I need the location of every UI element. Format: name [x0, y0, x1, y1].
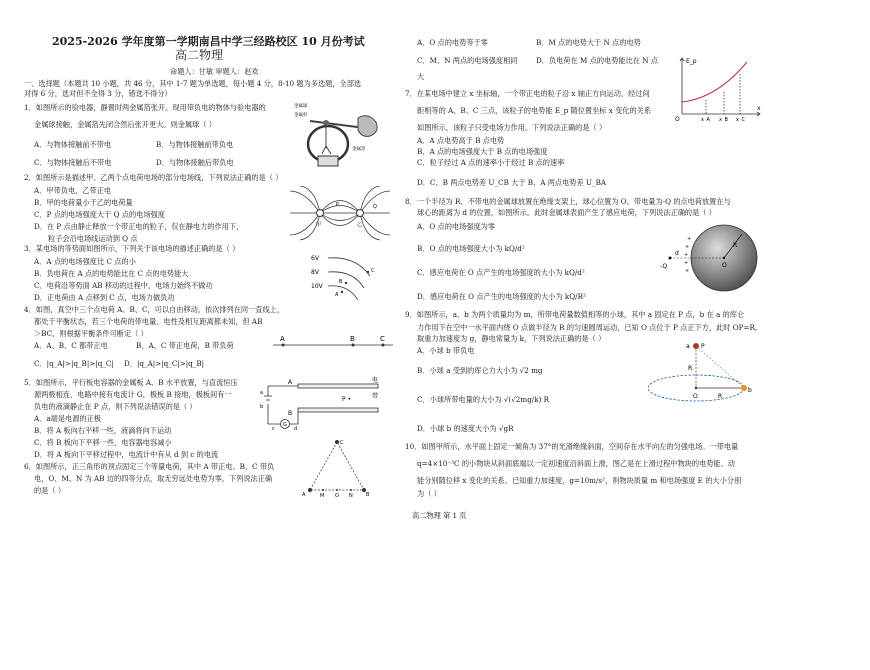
- q9-option-b: B．小球 a 受到的库仑力大小为 √2 mg: [417, 366, 543, 375]
- q5-option-c: C．将 B 板向下平移一些，电容器电容减小: [34, 438, 172, 447]
- label-b: B: [366, 492, 370, 498]
- q1-option-d: D．与物体接触后带负电: [156, 158, 234, 167]
- q7-option-b: B．A 点的电场强度大于 B 点的电场强度: [417, 147, 548, 156]
- label-neg-q: -Q: [660, 263, 668, 270]
- svg-text:+: +: [684, 252, 689, 258]
- q4-stem-2: 都处于平衡状态，若三个电荷的带电量、电性及相互距离都未知，但 AB: [34, 317, 263, 326]
- q4-option-d: D．|q_A|>|q_C|>|q_B|: [124, 359, 205, 368]
- exam-title: 2025-2026 学年度第一学期南昌中学三经路校区 10 月份考试: [52, 35, 365, 48]
- label-charge-b: B: [350, 335, 355, 343]
- q3-option-a: A．A 点的电场强度比 C 点的小: [34, 257, 136, 266]
- label-a: A: [302, 492, 306, 498]
- label-p: P: [701, 343, 705, 350]
- q2-option-d-1: D．在 P 点由静止释放一个带正电的粒子，仅在静电力的作用下，: [34, 222, 244, 231]
- q3-stem: 3．某电场的等势面如图所示，下列关于该电场的描述正确的是（ ）: [24, 244, 240, 253]
- q4-option-b: B．A、C 带正电荷，B 带负荷: [136, 341, 234, 350]
- q7-stem-2: 距相等的 A、B、C 三点，该粒子的电势能 E_p 随位置坐标 x 变化的关系: [417, 106, 652, 115]
- three-charges-figure: [268, 333, 398, 353]
- label-charge-c: C: [380, 335, 385, 343]
- label-charge-a: A: [280, 335, 285, 343]
- label-a: A: [335, 292, 339, 298]
- q2-option-b: B．甲的电荷量小于乙的电荷量: [34, 198, 133, 207]
- label-r-horizontal: R: [718, 393, 723, 400]
- metal-sphere-figure: [660, 222, 765, 297]
- label-c: c: [272, 426, 275, 432]
- q5-option-a: A．a端是电源的正极: [34, 414, 101, 423]
- q5-stem-1: 5．如图所示，平行板电容器的金属板 A、B 水平放置，与直流恒压: [24, 378, 238, 387]
- field-lines-figure: [285, 186, 395, 241]
- label-d: d: [294, 426, 298, 432]
- svg-text:+: +: [685, 268, 690, 274]
- q5-stem-3: 负电的液滴静止在 P 点，则下列说法错误的是（ ）: [34, 402, 197, 411]
- q8-stem-2: 球心的距离为 d 的位置，如图所示。此时金属球表面产生了感应电荷，下列说法正确的是（ ）: [417, 208, 716, 217]
- q7-stem-1: 7．在某电场中建立 x 坐标轴，一个带正电的粒子沿 x 轴正方向运动，经过间: [405, 89, 650, 98]
- label-b: B: [339, 279, 343, 285]
- label-plate-a: A: [288, 379, 293, 386]
- q4-stem-1: 4．如图，真空中三个点电荷 A、B、C，可以自由移动，依次排列在同一直线上，: [24, 305, 285, 314]
- potential-energy-graph: [672, 54, 764, 122]
- q8-option-a: A．O 点的电场强度为零: [417, 222, 496, 231]
- q1-option-a: A．与物体接触前不带电: [34, 140, 112, 149]
- label-b: b: [748, 387, 752, 394]
- label-yi: 乙: [357, 222, 363, 228]
- svg-text:+: +: [687, 236, 692, 242]
- q1-option-b: B．与物体接触前带负电: [156, 140, 234, 149]
- label-xc: x_C: [736, 117, 745, 122]
- label-xb: x_B: [719, 117, 728, 122]
- q3-option-c: C．电荷沿等势面 AB 移动的过程中，电场力始终不做功: [34, 281, 213, 290]
- electroscope-figure: [290, 96, 385, 171]
- q10-stem-4: 为（ ）: [417, 489, 441, 498]
- triangle-charges-figure: [300, 436, 375, 498]
- q8-option-d-text: D．感应电荷在 O 点产生的电场强度的大小为: [417, 292, 563, 301]
- q4-option-c: C．|q_A|>|q_B|>|q_C|: [34, 359, 114, 368]
- q10-stem-2: q=4×10⁻³C 的小物块从斜面底端以一定初速度沿斜面上滑，图乙是在上滑过程中物块的电势能、动: [417, 459, 735, 468]
- label-b-terminal: b: [260, 404, 264, 410]
- label-c: C: [340, 440, 344, 446]
- label-8v: 8V: [311, 269, 319, 276]
- label-dai: 带: [372, 393, 379, 400]
- capacitor-circuit-figure: [258, 372, 388, 432]
- q6-option-c-2: 大: [417, 72, 425, 81]
- q1-option-c: C．与物体接触后不带电: [34, 158, 112, 167]
- label-xa: x_A: [701, 117, 710, 122]
- q8-option-b-text: B．O 点的电场强度大小为: [417, 244, 503, 253]
- section-instructions-1: 一、选择题（本题共 10 小题，共 46 分，其中 1-7 题为单选题，每小题 4 分，8-10 题为多选题，全部选: [24, 79, 362, 88]
- q6-option-a: A．O 点的电势等于零: [417, 38, 488, 47]
- q10-stem-1: 10．如图甲所示，水平面上固定一倾角为 37°的光滑绝缘斜面，空间存在水平向左的匀强电场。一带电量: [405, 442, 739, 451]
- exam-subject: 高二物理: [175, 48, 224, 62]
- label-p: P: [336, 202, 340, 208]
- label-r: R: [733, 242, 738, 249]
- q5-option-b: B．将 A 板向右平移一些，液滴将向下运动: [34, 426, 172, 435]
- label-o: O: [722, 262, 727, 269]
- q7-option-a: A．A 点电势高于 B 点电势: [417, 136, 505, 145]
- q6-stem-2: 电，O、M、N 为 AB 边的四等分点，取无穷远处电势为零，下列说法正确: [34, 474, 273, 483]
- q1-stem-1: 1．如图所示的验电器，静置时两金属箔张开。现用带负电的物体与验电器的: [24, 103, 266, 112]
- label-p-drop: P •: [342, 396, 352, 403]
- q9-stem-1: 9．如图所示，a、b 为两个质量均为 m，所带电荷量数值相等的小球，其中 a 固定在 P 点，b 在 a 的库仑: [405, 310, 745, 319]
- q2-option-d-2: 粒子会沿电场线运动到 Q 点: [48, 234, 138, 243]
- q6-stem-1: 6．如图所示，正三角形的顶点固定三个等量电荷，其中 A 带正电、B、C 带负: [24, 462, 275, 471]
- q5-stem-2: 源两极相连，电路中接有电流计 G，极板 B 接地，极板间有一: [34, 390, 232, 399]
- q8-option-c-text: C．感应电荷在 O 点产生的电场强度的大小为: [417, 268, 563, 277]
- q8-option-b: [417, 244, 525, 253]
- label-jia: 甲: [316, 222, 322, 228]
- q9-option-d: D．小球 b 的速度大小为 √gR: [417, 424, 514, 433]
- label-x: x: [757, 105, 761, 112]
- svg-text:+: +: [685, 244, 690, 250]
- equipotential-figure: [308, 250, 388, 305]
- q2-stem: 2．如图所示是描述甲、乙两个点电荷电场的部分电场线，下列说法正确的是（ ）: [24, 173, 283, 182]
- q1-stem-2: 金属球接触，金属箔先闭合然后张开更大。则金属球（ ）: [34, 120, 216, 129]
- label-galvanometer: G: [283, 422, 287, 428]
- q9-option-c: C．小球所带电量的大小为 √(√2mg/k) R: [417, 395, 550, 404]
- label-q: Q: [373, 204, 377, 210]
- label-n: N: [349, 493, 353, 498]
- svg-text:+: +: [684, 260, 689, 266]
- q4-option-a: A．A、B、C 都带正电: [34, 341, 108, 350]
- q3-option-d: D．正电荷由 A 点移到 C 点，电场力做负功: [34, 293, 175, 302]
- label-r-vertical: R: [688, 365, 693, 372]
- label-o: O: [693, 393, 698, 400]
- label-origin: O: [675, 116, 680, 122]
- q2-option-a: A．甲带负电，乙带正电: [34, 186, 112, 195]
- q6-option-b: B．M 点的电势大于 N 点的电势: [536, 38, 641, 47]
- label-metal-rod: 金属杆: [294, 113, 308, 118]
- q8-formula-d: kQ/R²: [564, 292, 586, 301]
- label-d: d: [675, 250, 679, 257]
- q2-option-c: C．P 点的电场强度大于 Q 点的电场强度: [34, 210, 165, 219]
- page-footer: 高二物理 第 1 页: [412, 511, 467, 520]
- q9-option-a: A．小球 b 带负电: [417, 346, 475, 355]
- circular-motion-figure: [648, 336, 763, 412]
- label-dian: 电: [372, 377, 379, 384]
- label-a-terminal: a: [260, 390, 264, 396]
- label-6v: 6V: [311, 255, 319, 262]
- label-m: M: [320, 493, 325, 498]
- q4-stem-3: ＞BC，则根据平衡条件可断定（ ）: [34, 329, 148, 338]
- q8-stem-1: 8．一个半径为 R、不带电的金属球放置在绝缘支架上，球心位置为 O。带电量为-Q 的点电荷放置在与: [405, 197, 731, 206]
- q7-option-c: C．粒子经过 A 点的速率小于经过 B 点的速率: [417, 158, 565, 167]
- label-plate-b: B: [288, 410, 293, 417]
- q7-stem-3: 如图所示，该粒子只受电场力作用。下列说法正确的是（ ）: [417, 123, 607, 132]
- q8-formula-c: kQ/d²: [564, 268, 585, 277]
- q10-stem-3: 能分别随位移 x 变化的关系。已知重力加速度，g=10m/s²，则物块质量 m 和电场强度 E 的大小分别: [417, 476, 742, 485]
- q5-option-d: D．将 A 板向下平移过程中，电流计中有从 d 到 c 的电流: [34, 450, 219, 459]
- q6-option-d: D．负电荷在 M 点的电势能比在 N 点: [536, 56, 658, 65]
- section-instructions-2: 对得 6 分，选对但不全得 3 分，错选不得分）: [24, 89, 172, 98]
- q8-formula-b: kQ/d²: [504, 244, 525, 253]
- label-ep: E_p: [686, 58, 697, 65]
- q9-stem-2: 力作用下在空中一水平面内绕 O 点做半径为 R 的匀速圆周运动，已知 O 点位于 P 点正下方，此时 OP=R,: [417, 323, 758, 332]
- q9-stem-3: 取重力加速度为 g，静电常量为 k，下列说法正确的是（ ）: [417, 334, 606, 343]
- exam-authors: 命题人：甘敏 审题人：赵欢: [170, 67, 259, 76]
- label-10v: 10V: [311, 283, 323, 290]
- q6-stem-3: 的是（ ）: [34, 486, 66, 495]
- label-o: O: [335, 493, 339, 498]
- q8-option-c: [417, 268, 585, 277]
- q6-option-c-1: C．M、N 两点的电场强度相同: [417, 56, 518, 65]
- label-a: a: [686, 343, 690, 350]
- q7-option-d: D．C、B 两点电势差 U_CB 大于 B、A 两点电势差 U_BA: [417, 178, 607, 187]
- q3-option-b: B．负电荷在 A 点的电势能比在 C 点的电势能大: [34, 269, 189, 278]
- q8-option-d: [417, 292, 586, 301]
- label-c: C: [371, 268, 375, 274]
- label-metal-foil: 金属箔: [352, 147, 366, 152]
- label-metal-ball: 金属球: [294, 104, 308, 109]
